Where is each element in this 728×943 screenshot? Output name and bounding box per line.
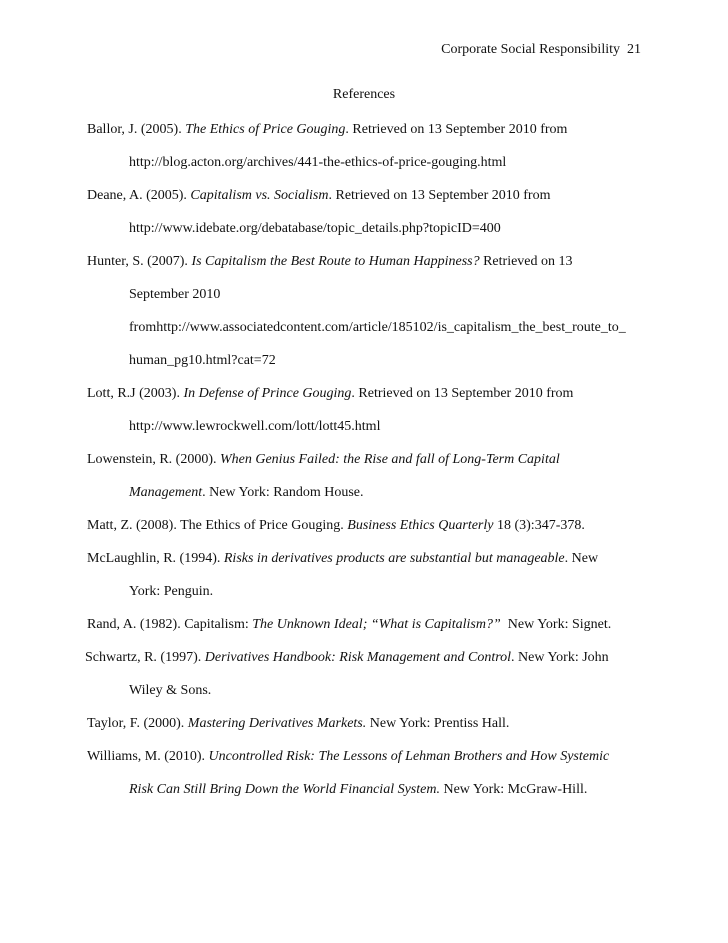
- running-head: [441, 42, 641, 58]
- reference-url: http://blog.acton.org/archives/441-the-ethics-of-price-gouging.html: [129, 155, 507, 170]
- reference-line: September 2010: [129, 287, 221, 302]
- reference-line: Lowenstein, R. (2000). When Genius Failed: the Rise and fall of Long-Term Capital: [87, 452, 560, 467]
- reference-entry: [87, 509, 647, 542]
- reference-url: fromhttp://www.associatedcontent.com/article/185102/is_capitalism_the_best_route_to_: [129, 320, 626, 335]
- reference-line: York: Penguin.: [129, 584, 214, 599]
- reference-line: Lott, R.J (2003). In Defense of Prince Gouging. Retrieved on 13 September 2010 from: [87, 386, 574, 401]
- reference-line: Taylor, F. (2000). Mastering Derivatives Markets. New York: Prentiss Hall.: [87, 716, 510, 731]
- reference-line: Ballor, J. (2005). The Ethics of Price Gouging. Retrieved on 13 September 2010 from: [87, 122, 568, 137]
- reference-entry: [87, 707, 647, 740]
- reference-line: Deane, A. (2005). Capitalism vs. Socialism. Retrieved on 13 September 2010 from: [87, 188, 551, 203]
- reference-url: http://www.lewrockwell.com/lott/lott45.html: [129, 419, 381, 434]
- reference-line: Matt, Z. (2008). The Ethics of Price Gouging. Business Ethics Quarterly 18 (3):347-378.: [87, 518, 585, 533]
- reference-line: McLaughlin, R. (1994). Risks in derivatives products are substantial but manageable. New: [87, 551, 599, 566]
- reference-line: Hunter, S. (2007). Is Capitalism the Best Route to Human Happiness? Retrieved on 13: [87, 254, 573, 269]
- reference-line: Williams, M. (2010). Uncontrolled Risk: The Lessons of Lehman Brothers and How Systemic: [87, 749, 610, 764]
- reference-entry: [87, 179, 647, 245]
- reference-line: Management. New York: Random House.: [129, 485, 364, 500]
- reference-entry: [87, 641, 647, 707]
- reference-url: http://www.idebate.org/debatabase/topic_details.php?topicID=400: [129, 221, 501, 236]
- section-title: References: [332, 87, 396, 102]
- reference-url: human_pg10.html?cat=72: [129, 353, 276, 368]
- reference-line: Rand, A. (1982). Capitalism: The Unknown Ideal; “What is Capitalism?” New York: Signet.: [87, 617, 612, 632]
- reference-entry: [87, 608, 647, 641]
- reference-entry: [87, 245, 647, 377]
- reference-line: Risk Can Still Bring Down the World Financial System. New York: McGraw-Hill.: [129, 782, 588, 797]
- reference-line: Wiley & Sons.: [129, 683, 212, 698]
- reference-line: Schwartz, R. (1997). Derivatives Handbook: Risk Management and Control. New York: John: [85, 650, 609, 665]
- reference-list: [87, 113, 647, 806]
- reference-entry: [87, 113, 647, 179]
- page-number: 21: [627, 42, 641, 57]
- running-title: Corporate Social Responsibility: [441, 42, 620, 57]
- reference-entry: [87, 377, 647, 443]
- reference-entry: [87, 740, 647, 806]
- reference-entry: [87, 443, 647, 509]
- reference-entry: [87, 542, 647, 608]
